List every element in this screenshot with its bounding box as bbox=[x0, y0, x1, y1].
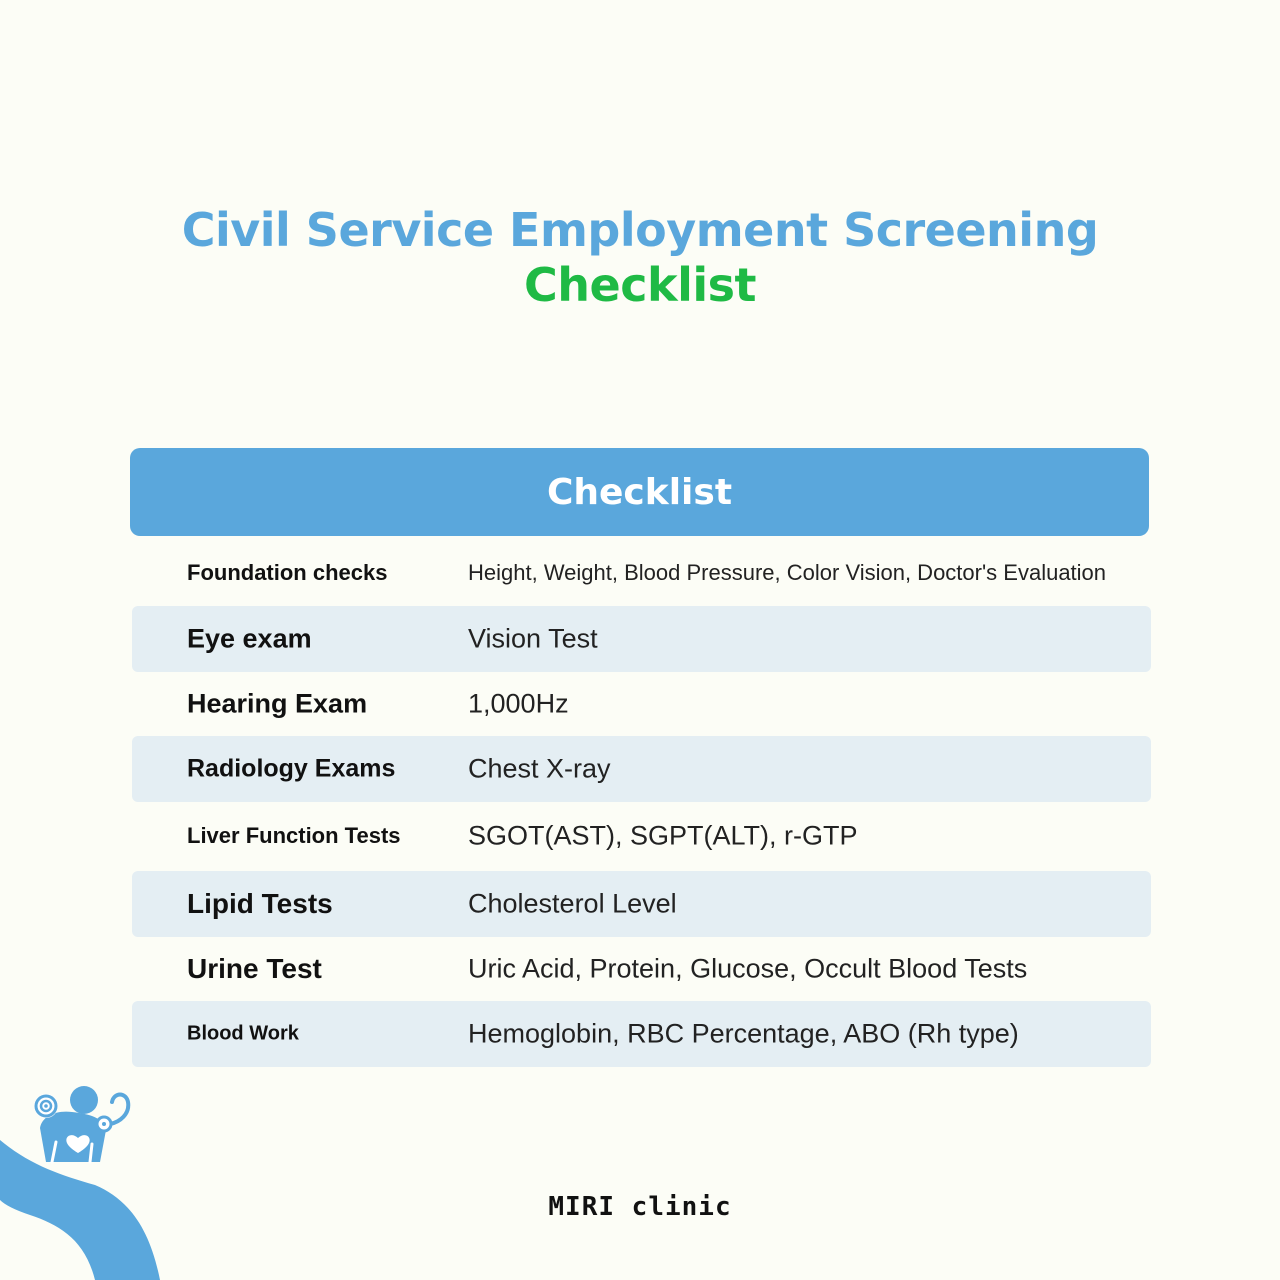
table-row bbox=[132, 606, 1151, 672]
row-label: Lipid Tests bbox=[187, 888, 333, 919]
table-row bbox=[132, 736, 1151, 802]
page-title bbox=[0, 200, 1280, 310]
title-line-main: Civil Service Employment Screening bbox=[181, 203, 1099, 257]
row-value: Hemoglobin, RBC Percentage, ABO (Rh type) bbox=[468, 1018, 1019, 1049]
row-value: Chest X-ray bbox=[468, 753, 611, 784]
row-value: Height, Weight, Blood Pressure, Color Vision, Doctor's Evaluation bbox=[468, 560, 1107, 585]
row-label: Liver Function Tests bbox=[187, 823, 401, 848]
row-value: 1,000Hz bbox=[468, 688, 569, 719]
table-row bbox=[132, 802, 1151, 870]
row-label: Foundation checks bbox=[187, 560, 388, 585]
brand-logo: MIRI clinic bbox=[548, 1192, 732, 1222]
row-label: Hearing Exam bbox=[187, 688, 368, 719]
medical-mascot-icon bbox=[0, 1080, 180, 1280]
row-label: Blood Work bbox=[187, 1022, 299, 1045]
table-row bbox=[132, 937, 1151, 1001]
table-row bbox=[132, 871, 1151, 937]
row-value: Vision Test bbox=[468, 623, 598, 654]
row-label: Radiology Exams bbox=[187, 754, 396, 783]
table-row bbox=[132, 1001, 1151, 1067]
row-value: SGOT(AST), SGPT(ALT), r-GTP bbox=[468, 820, 858, 851]
table-row bbox=[132, 672, 1151, 736]
row-value: Cholesterol Level bbox=[468, 888, 677, 919]
row-label: Eye exam bbox=[187, 623, 312, 654]
checklist-header: Checklist bbox=[130, 448, 1149, 536]
row-value: Uric Acid, Protein, Glucose, Occult Blood Tests bbox=[468, 953, 1028, 984]
table-row bbox=[132, 540, 1151, 606]
title-line-sub: Checklist bbox=[524, 258, 756, 312]
row-label: Urine Test bbox=[187, 953, 322, 984]
